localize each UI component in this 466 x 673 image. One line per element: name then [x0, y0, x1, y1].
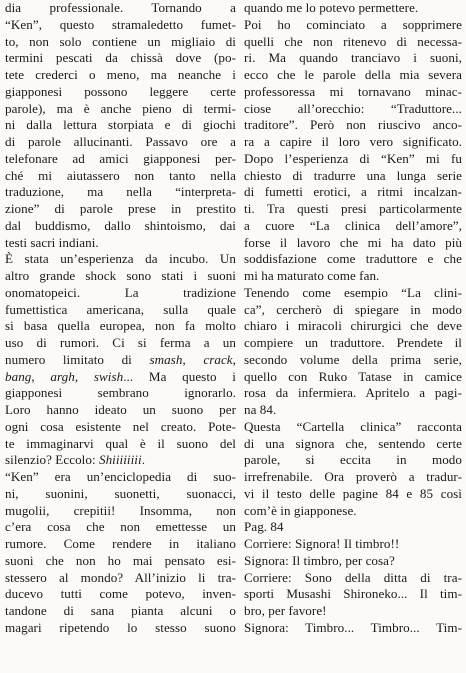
- text-segment: ,: [182, 351, 204, 367]
- text-line: quando me lo potevo permettere.: [244, 0, 419, 15]
- italic-word: argh: [50, 368, 75, 384]
- text-line: compiere un traduttore. Prendete il: [244, 335, 462, 350]
- text-line: sporti Musashi Shironeko... Il tim-: [244, 586, 462, 602]
- text-line: ri. Ma quando tranciavo i suoni,: [244, 50, 462, 66]
- text-line: È stata un’esperienza da incubo. Un: [5, 251, 236, 267]
- text-line: Signora: Timbro... Timbro... Tim-: [244, 619, 462, 635]
- italic-word: Shiiiiiiii: [98, 452, 142, 468]
- text-line: Tenendo come esempio “La clini-: [244, 284, 462, 300]
- text-line: Pag. 84: [244, 519, 284, 535]
- text-line: [5, 452, 236, 469]
- text-line: Corriere: Signora! Il timbro!!: [244, 536, 400, 551]
- text-line: di fumetti erotici, a ritmi incalzan-: [244, 184, 462, 200]
- text-line: rosa da infermiera. Apritelo a pagi-: [244, 385, 462, 401]
- text-line: te immaginarvi qual è il suono del: [5, 435, 236, 451]
- text-line: a cuore “La clinica dell’amore”,: [244, 217, 462, 233]
- text-line: magari ripetendo lo stesso suono: [5, 619, 236, 635]
- text-line: to, non solo contiene un migliaio di: [5, 33, 236, 49]
- text-line: parole, si eccita in modo: [244, 452, 462, 468]
- text-line: mi ha maturato come fan.: [244, 268, 380, 283]
- text-line: com’è in giapponese.: [244, 502, 357, 518]
- text-line: Corriere: Sono della ditta di tra-: [244, 569, 462, 585]
- text-line: suoni che non ho mai pensato esi-: [5, 552, 236, 568]
- text-line: chiesto di tradurre una lunga serie: [244, 167, 462, 183]
- text-line: stessero al mondo? All’inizio li tra-: [5, 569, 236, 585]
- text-line: irrefrenabile. Ora proverò a tradur-: [244, 469, 462, 484]
- text-line: ecco che le parole della mia severa: [244, 67, 462, 82]
- text-line: ra a capire il loro vero significato.: [244, 134, 462, 149]
- text-line: [5, 352, 236, 369]
- text-line: vi il testo delle pagine 84 e 85 così: [244, 485, 462, 501]
- text-line: uso di rumori. Ci si ferma a un: [5, 335, 236, 350]
- text-line: professoressa mi tornavano minac-: [244, 83, 462, 99]
- text-line: secondo volume della prima serie,: [244, 351, 462, 367]
- text-line: ni dalla lettura storpiata e di giochi: [5, 117, 236, 133]
- italic-word: crack: [203, 351, 233, 367]
- text-column-right: [244, 0, 462, 637]
- italic-word: bang: [5, 368, 32, 384]
- text-line: rumore. Come rendere in italiano: [5, 536, 236, 551]
- text-line: fumettistica americana, sulla quale: [5, 301, 236, 317]
- text-line: ducevo tutti come potevo, inven-: [5, 586, 236, 602]
- text-line: ciose all’orecchio: “Traduttore...: [244, 100, 462, 116]
- text-line: si basa quella europea, non fa molto: [5, 318, 236, 334]
- text-line: zione” di parole prese in prestito: [5, 201, 236, 216]
- text-line: parole), ma è anche pieno di termi-: [5, 100, 236, 116]
- text-line: bro, per favore!: [244, 603, 327, 618]
- text-line: ogni cosa esistente nel creato. Pote-: [5, 418, 236, 434]
- text-line: tandone di sana pianta alcuni o: [5, 603, 236, 618]
- text-line: giapponesi sembrano ignorarlo.: [5, 385, 236, 401]
- text-line: traduzione, ma nella “interpreta-: [5, 184, 236, 200]
- text-line: Signora: Il timbro, per cosa?: [244, 552, 395, 568]
- text-line: telefonare ad amici giapponesi per-: [5, 150, 236, 166]
- text-line: giapponesi possono leggere certe: [5, 83, 236, 99]
- text-line: “Ken” era un’enciclopedia di suo-: [5, 469, 236, 484]
- text-line: chiaro i miracoli chirurgici che deve: [244, 318, 462, 334]
- text-segment: numero limitato di: [5, 351, 150, 367]
- text-line: Questa “Cartella clinica” racconta: [244, 418, 462, 434]
- text-line: dal buddismo, dallo shintoismo, dai: [5, 217, 236, 233]
- text-line: soddisfazione come traduttore e che: [244, 251, 462, 267]
- text-line: di parole allucinanti. Passavo ore a: [5, 134, 236, 149]
- text-line: Dopo l’esperienza di “Ken” mi fu: [244, 150, 462, 166]
- text-line: altro grande shock sono stati i suoni: [5, 268, 236, 283]
- text-column-left: [5, 0, 236, 637]
- text-line: quelli che non ritenevo di necessa-: [244, 33, 462, 49]
- text-segment: .: [141, 452, 146, 468]
- text-line: testi sacri indiani.: [5, 234, 99, 250]
- italic-word: smash: [149, 351, 183, 367]
- text-line: ti. Tra questi presi particolarmente: [244, 201, 462, 216]
- text-line: traditore”. Però non riuscivo anco-: [244, 117, 462, 133]
- text-line: quello con Ruko Tatase in camice: [244, 368, 462, 384]
- text-segment: silenzio? Eccolo:: [5, 452, 99, 468]
- text-line: di una signora che, sentendo certe: [244, 435, 462, 451]
- text-line: ni, suonini, suonetti, suonacci,: [5, 485, 236, 501]
- text-segment: ,: [74, 368, 94, 384]
- text-line: tete crederci o meno, ma neanche i: [5, 67, 236, 82]
- text-line: Loro hanno ideato un suono per: [5, 402, 236, 417]
- italic-word: swish: [93, 368, 124, 384]
- text-line: termini pescati da chissà dove (po-: [5, 50, 236, 66]
- text-line: “Ken”, questo stramaledetto fumet-: [5, 16, 236, 32]
- text-line: ca”, cercherò di spiegare in modo: [244, 301, 462, 317]
- text-line: na 84.: [244, 402, 277, 417]
- text-line: forse il lavoro che mi ha dato più: [244, 234, 462, 250]
- text-line: c’era cosa che non emettesse un: [5, 519, 236, 535]
- text-line: onomatopeici. La tradizione: [5, 284, 236, 300]
- text-segment: ,: [232, 351, 236, 367]
- text-line: mugolii, crepitii! Insomma, non: [5, 502, 236, 518]
- text-line: dia professionale. Tornando a: [5, 0, 236, 15]
- text-segment: ,: [31, 368, 51, 384]
- text-line: Poi ho cominciato a sopprimere: [244, 16, 462, 32]
- text-segment: ... Ma questo i: [123, 368, 236, 384]
- text-line: ché mi aiutassero non tanto nella: [5, 167, 236, 183]
- text-line: [5, 369, 236, 386]
